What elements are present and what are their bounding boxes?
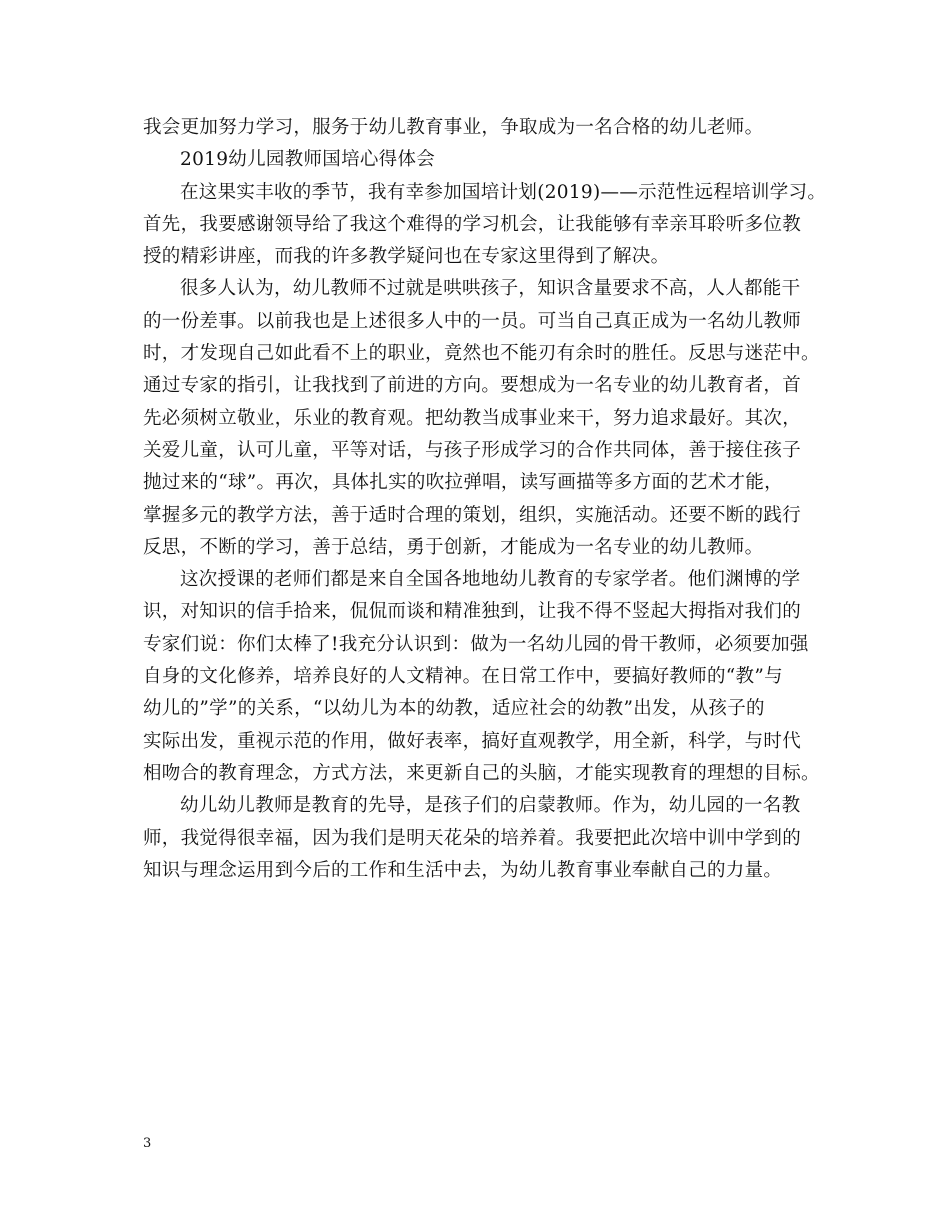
text-line: 先必须树立敬业，乐业的教育观。把幼教当成事业来干，努力追求最好。其次， — [143, 407, 802, 429]
document-body — [143, 112, 827, 887]
text-line: 幼儿的”学”的关系，“以幼儿为本的幼教，适应社会的幼教”出发，从孩子的 — [143, 698, 765, 720]
text-line: 幼儿幼儿教师是教育的先导，是孩子们的启蒙教师。作为，幼儿园的一名教 — [180, 795, 801, 817]
text-line: 首先，我要感谢领导给了我这个难得的学习机会，让我能够有幸亲耳聆听多位教 — [143, 213, 802, 235]
text-line: 掌握多元的教学方法，善于适时合理的策划，组织，实施活动。还要不断的践行 — [143, 504, 802, 526]
text-line: 抛过来的“球”。再次，具体扎实的吹拉弹唱，读写画描等多方面的艺术才能， — [143, 472, 783, 494]
text-line: 专家们说：你们太棒了!我充分认识到：做为一名幼儿园的骨干教师，必须要加强 — [143, 633, 809, 655]
text-line: 关爱儿童，认可儿童，平等对话，与孩子形成学习的合作共同体，善于接住孩子 — [143, 439, 802, 461]
page-number: 3 — [143, 1136, 152, 1151]
text-line: 这次授课的老师们都是来自全国各地地幼儿教育的专家学者。他们渊博的学 — [180, 569, 801, 591]
text-line: 的一份差事。以前我也是上述很多人中的一员。可当自己真正成为一名幼儿教师 — [143, 310, 802, 332]
text-line: 反思，不断的学习，善于总结，勇于创新，才能成为一名专业的幼儿教师。 — [143, 536, 764, 558]
section-heading: 2019幼儿园教师国培心得体会 — [180, 149, 436, 171]
text-line: 师，我觉得很幸福，因为我们是明天花朵的培养着。我要把此次培中训中学到的 — [143, 827, 802, 849]
text-line: 很多人认为，幼儿教师不过就是哄哄孩子，知识含量要求不高，人人都能干 — [180, 278, 801, 300]
text-line: 授的精彩讲座，而我的许多教学疑问也在专家这里得到了解决。 — [143, 246, 670, 268]
text-line: 我会更加努力学习，服务于幼儿教育事业，争取成为一名合格的幼儿老师。 — [143, 117, 764, 138]
text-line: 通过专家的指引，让我找到了前进的方向。要想成为一名专业的幼儿教育者，首 — [143, 375, 802, 397]
text-line: 识，对知识的信手拾来，侃侃而谈和精准独到，让我不得不竖起大拇指对我们的 — [143, 601, 802, 623]
text-line: 实际出发，重视示范的作用，做好表率，搞好直观教学，用全新，科学，与时代 — [143, 730, 802, 752]
text-line: 自身的文化修养，培养良好的人文精神。在日常工作中，要搞好教师的“教”与 — [143, 666, 783, 688]
text-line: 知识与理念运用到今后的工作和生活中去，为幼儿教育事业奉献自己的力量。 — [143, 859, 783, 881]
text-line: 相吻合的教育理念，方式方法，来更新自己的头脑，才能实现教育的理想的目标。 — [143, 762, 820, 784]
text-line: 时，才发现自己如此看不上的职业，竟然也不能刃有余时的胜任。反思与迷茫中。 — [143, 343, 820, 365]
text-line: 在这果实丰收的季节，我有幸参加国培计划(2019)——示范性远程培训学习。 — [180, 181, 827, 203]
